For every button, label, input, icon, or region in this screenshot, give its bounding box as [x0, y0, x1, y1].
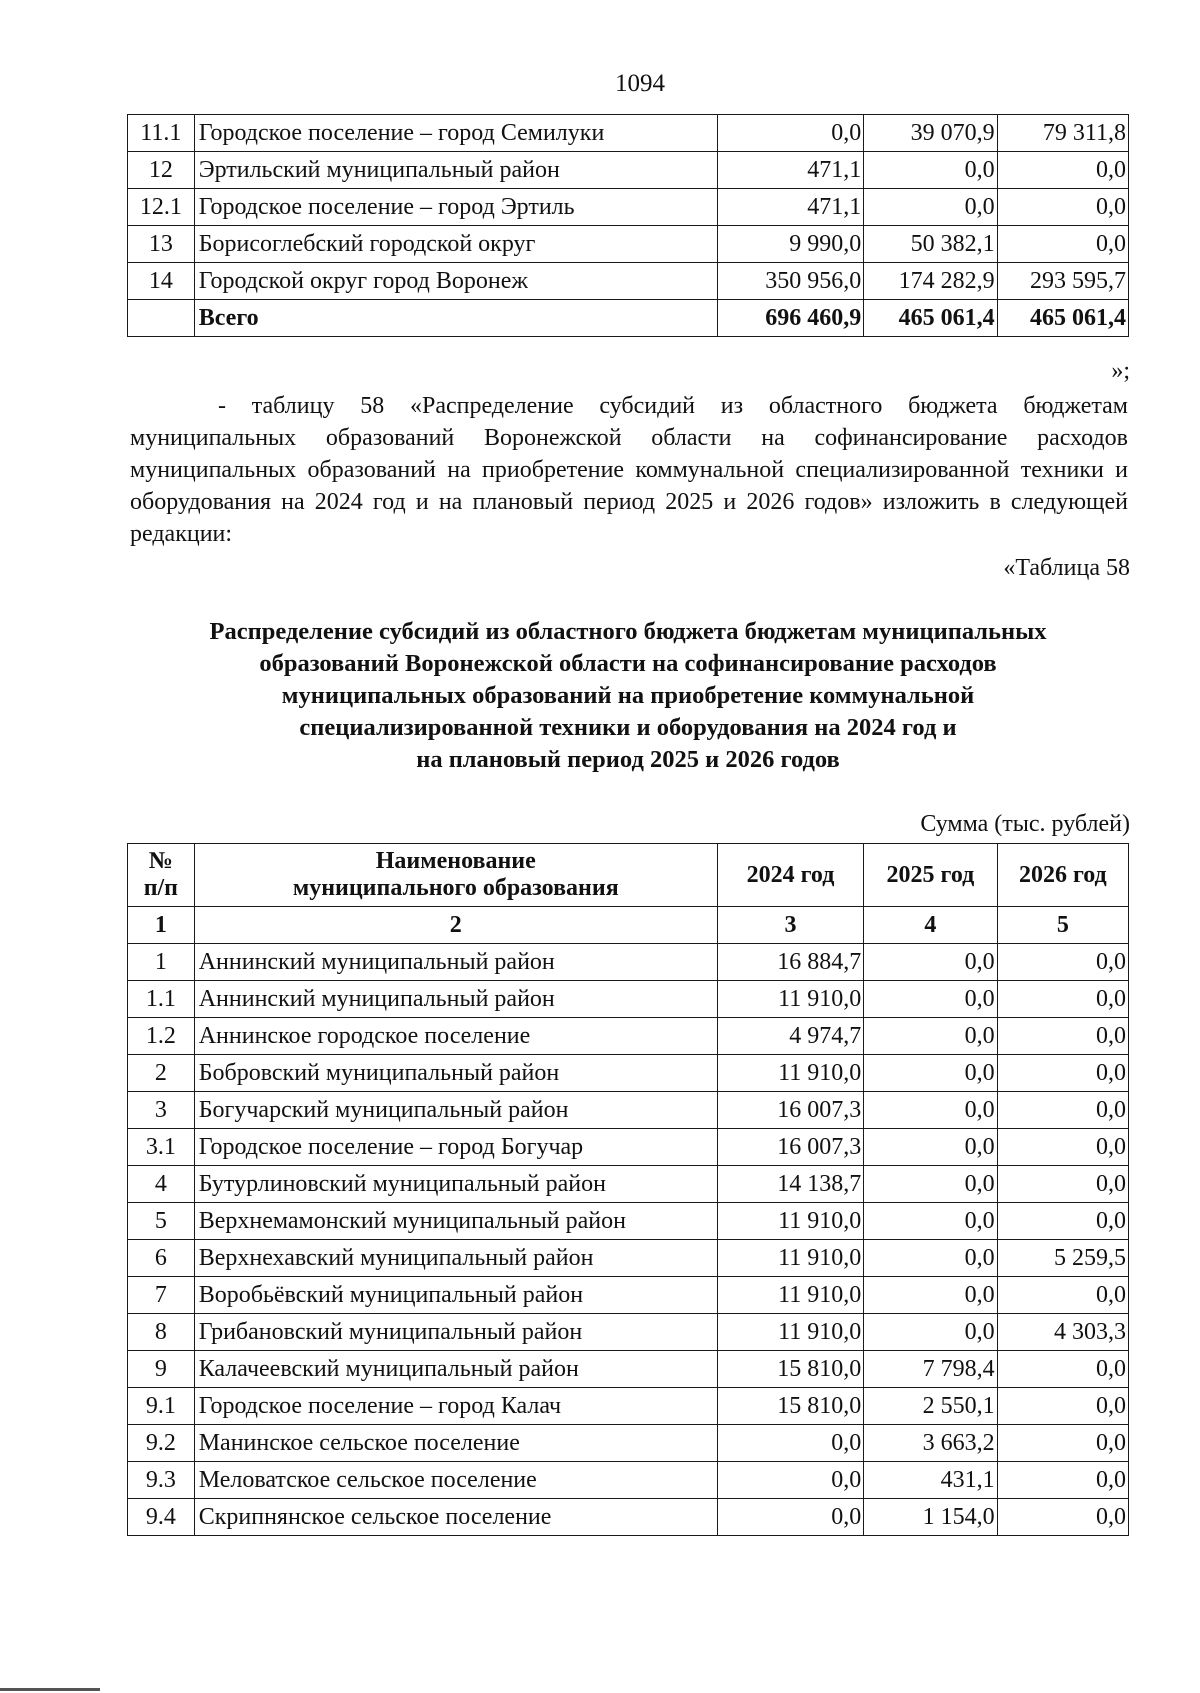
row-name: Эртильский муниципальный район [194, 152, 717, 189]
row-name: Городское поселение – город Эртиль [194, 189, 717, 226]
column-number: 3 [717, 907, 863, 944]
subsidy-table-head [128, 844, 1129, 944]
table-row [128, 1018, 1129, 1055]
value-2025: 1 154,0 [864, 1499, 997, 1536]
row-number: 1.2 [128, 1018, 195, 1055]
value-2024: 11 910,0 [717, 1055, 863, 1092]
table-row [128, 1092, 1129, 1129]
value-2025: 50 382,1 [864, 226, 997, 263]
value-2024: 16 884,7 [717, 944, 863, 981]
table-row [128, 1203, 1129, 1240]
value-2026: 0,0 [997, 1351, 1128, 1388]
value-2025: 2 550,1 [864, 1388, 997, 1425]
table-row [128, 1277, 1129, 1314]
value-2025: 0,0 [864, 1314, 997, 1351]
column-number: 4 [864, 907, 997, 944]
value-2024: 0,0 [717, 115, 863, 152]
table-row [128, 1462, 1129, 1499]
value-2024: 471,1 [717, 152, 863, 189]
value-2026: 4 303,3 [997, 1314, 1128, 1351]
table-row [128, 152, 1129, 189]
table-row [128, 1425, 1129, 1462]
column-number: 5 [997, 907, 1128, 944]
row-number: 4 [128, 1166, 195, 1203]
value-2025: 3 663,2 [864, 1425, 997, 1462]
table-row [128, 263, 1129, 300]
amendment-text: - таблицу 58 «Распределение субсидий из областного бюджета бюджетам муниципальных образований Воронежской области на софинансирование расходов муниципальных образований на приобретение коммунальной специализированной техники и оборудования на 2024 год и на плановый период 2025 и 2026 годов» изложить в следующей редакции: [130, 393, 1128, 547]
value-2024: 9 990,0 [717, 226, 863, 263]
value-2026: 0,0 [997, 1462, 1128, 1499]
row-number: 12 [128, 152, 195, 189]
value-2025: 0,0 [864, 944, 997, 981]
row-name: Городской округ город Воронеж [194, 263, 717, 300]
row-name: Манинское сельское поселение [194, 1425, 717, 1462]
row-number: 9 [128, 1351, 195, 1388]
row-number: 13 [128, 226, 195, 263]
value-2024: 11 910,0 [717, 1277, 863, 1314]
value-2024: 0,0 [717, 1425, 863, 1462]
row-name: Бобровский муниципальный район [194, 1055, 717, 1092]
value-2025: 174 282,9 [864, 263, 997, 300]
units-label: Сумма (тыс. рублей) [920, 811, 1130, 837]
table-row [128, 115, 1129, 152]
value-2024: 350 956,0 [717, 263, 863, 300]
table-row [128, 1166, 1129, 1203]
table-row [128, 1240, 1129, 1277]
value-2026: 0,0 [997, 1166, 1128, 1203]
table-row [128, 1499, 1129, 1536]
value-2026: 0,0 [997, 226, 1128, 263]
table-row [128, 189, 1129, 226]
value-2024: 471,1 [717, 189, 863, 226]
value-2024: 11 910,0 [717, 1203, 863, 1240]
row-name: Верхнемамонский муниципальный район [194, 1203, 717, 1240]
value-2025: 0,0 [864, 152, 997, 189]
row-name: Воробьёвский муниципальный район [194, 1277, 717, 1314]
table-row [128, 1129, 1129, 1166]
value-2025: 0,0 [864, 1166, 997, 1203]
value-2024: 15 810,0 [717, 1388, 863, 1425]
table-row [128, 226, 1129, 263]
row-number: 9.2 [128, 1425, 195, 1462]
table-title-line: на плановый период 2025 и 2026 годов [416, 746, 840, 773]
value-2026: 0,0 [997, 944, 1128, 981]
value-2024: 14 138,7 [717, 1166, 863, 1203]
value-2026: 0,0 [997, 1203, 1128, 1240]
value-2026: 465 061,4 [997, 300, 1128, 337]
row-number: 3.1 [128, 1129, 195, 1166]
value-2026: 0,0 [997, 1277, 1128, 1314]
value-2024: 0,0 [717, 1499, 863, 1536]
value-2026: 0,0 [997, 1055, 1128, 1092]
table-row [128, 1388, 1129, 1425]
column-number: 1 [128, 907, 195, 944]
value-2025: 0,0 [864, 1055, 997, 1092]
value-2026: 293 595,7 [997, 263, 1128, 300]
row-name: Аннинский муниципальный район [194, 981, 717, 1018]
value-2024: 11 910,0 [717, 1314, 863, 1351]
value-2025: 0,0 [864, 1277, 997, 1314]
row-name: Городское поселение – город Богучар [194, 1129, 717, 1166]
continued-table-body [128, 115, 1129, 337]
page-number: 1094 [615, 70, 665, 97]
value-2025: 0,0 [864, 189, 997, 226]
value-2026: 0,0 [997, 1092, 1128, 1129]
row-number: 3 [128, 1092, 195, 1129]
value-2026: 79 311,8 [997, 115, 1128, 152]
value-2025: 7 798,4 [864, 1351, 997, 1388]
value-2025: 0,0 [864, 981, 997, 1018]
row-name: Грибановский муниципальный район [194, 1314, 717, 1351]
header-2024: 2024 год [717, 844, 863, 907]
row-number: 9.3 [128, 1462, 195, 1499]
table-title-line: Распределение субсидий из областного бюджета бюджетам муниципальных [209, 618, 1047, 645]
table-title-line: муниципальных образований на приобретение коммунальной [281, 682, 975, 709]
row-number: 2 [128, 1055, 195, 1092]
value-2025: 465 061,4 [864, 300, 997, 337]
row-number: 7 [128, 1277, 195, 1314]
row-name: Городское поселение – город Калач [194, 1388, 717, 1425]
row-name: Аннинское городское поселение [194, 1018, 717, 1055]
row-number: 12.1 [128, 189, 195, 226]
value-2024: 696 460,9 [717, 300, 863, 337]
column-number: 2 [194, 907, 717, 944]
row-number [128, 300, 195, 337]
column-number-row [128, 907, 1129, 944]
value-2026: 0,0 [997, 1388, 1128, 1425]
row-number: 9.4 [128, 1499, 195, 1536]
header-2026: 2026 год [997, 844, 1128, 907]
table-row [128, 981, 1129, 1018]
row-number: 1 [128, 944, 195, 981]
row-number: 5 [128, 1203, 195, 1240]
value-2026: 0,0 [997, 1018, 1128, 1055]
table-row [128, 1351, 1129, 1388]
table-row [128, 944, 1129, 981]
row-number: 14 [128, 263, 195, 300]
header-row [128, 844, 1129, 907]
value-2024: 11 910,0 [717, 981, 863, 1018]
row-name: Городское поселение – город Семилуки [194, 115, 717, 152]
row-name: Борисоглебский городской округ [194, 226, 717, 263]
table-title-line: образований Воронежской области на софинансирование расходов [259, 650, 997, 677]
subsidy-table-body [128, 944, 1129, 1536]
row-number: 8 [128, 1314, 195, 1351]
row-name: Аннинский муниципальный район [194, 944, 717, 981]
value-2025: 0,0 [864, 1240, 997, 1277]
table-label: «Таблица 58 [1003, 555, 1130, 581]
value-2024: 0,0 [717, 1462, 863, 1499]
row-number: 11.1 [128, 115, 195, 152]
subsidy-table [127, 843, 1129, 1536]
value-2024: 16 007,3 [717, 1092, 863, 1129]
header-name: Наименование муниципального образования [194, 844, 717, 907]
value-2026: 0,0 [997, 1129, 1128, 1166]
value-2025: 39 070,9 [864, 115, 997, 152]
table-row [128, 300, 1129, 337]
row-name: Скрипнянское сельское поселение [194, 1499, 717, 1536]
row-name: Верхнехавский муниципальный район [194, 1240, 717, 1277]
row-number: 9.1 [128, 1388, 195, 1425]
amendment-paragraph [130, 390, 1128, 550]
value-2025: 0,0 [864, 1129, 997, 1166]
value-2026: 0,0 [997, 152, 1128, 189]
footer-divider [0, 1688, 100, 1691]
value-2025: 0,0 [864, 1018, 997, 1055]
value-2026: 0,0 [997, 1425, 1128, 1462]
value-2024: 11 910,0 [717, 1240, 863, 1277]
value-2024: 16 007,3 [717, 1129, 863, 1166]
value-2025: 431,1 [864, 1462, 997, 1499]
value-2024: 4 974,7 [717, 1018, 863, 1055]
value-2026: 0,0 [997, 1499, 1128, 1536]
header-num: № п/п [128, 844, 195, 907]
value-2026: 0,0 [997, 981, 1128, 1018]
table-row [128, 1314, 1129, 1351]
row-name: Бутурлиновский муниципальный район [194, 1166, 717, 1203]
table-title [127, 616, 1129, 776]
row-name: Богучарский муниципальный район [194, 1092, 717, 1129]
table-row [128, 1055, 1129, 1092]
row-number: 1.1 [128, 981, 195, 1018]
value-2024: 15 810,0 [717, 1351, 863, 1388]
table-title-line: специализированной техники и оборудования на 2024 год и [299, 714, 957, 741]
value-2025: 0,0 [864, 1203, 997, 1240]
closing-quote: »; [1111, 358, 1130, 384]
row-name: Калачеевский муниципальный район [194, 1351, 717, 1388]
continued-table [127, 114, 1129, 337]
value-2026: 0,0 [997, 189, 1128, 226]
row-name: Всего [194, 300, 717, 337]
value-2025: 0,0 [864, 1092, 997, 1129]
row-name: Меловатское сельское поселение [194, 1462, 717, 1499]
value-2026: 5 259,5 [997, 1240, 1128, 1277]
row-number: 6 [128, 1240, 195, 1277]
header-2025: 2025 год [864, 844, 997, 907]
